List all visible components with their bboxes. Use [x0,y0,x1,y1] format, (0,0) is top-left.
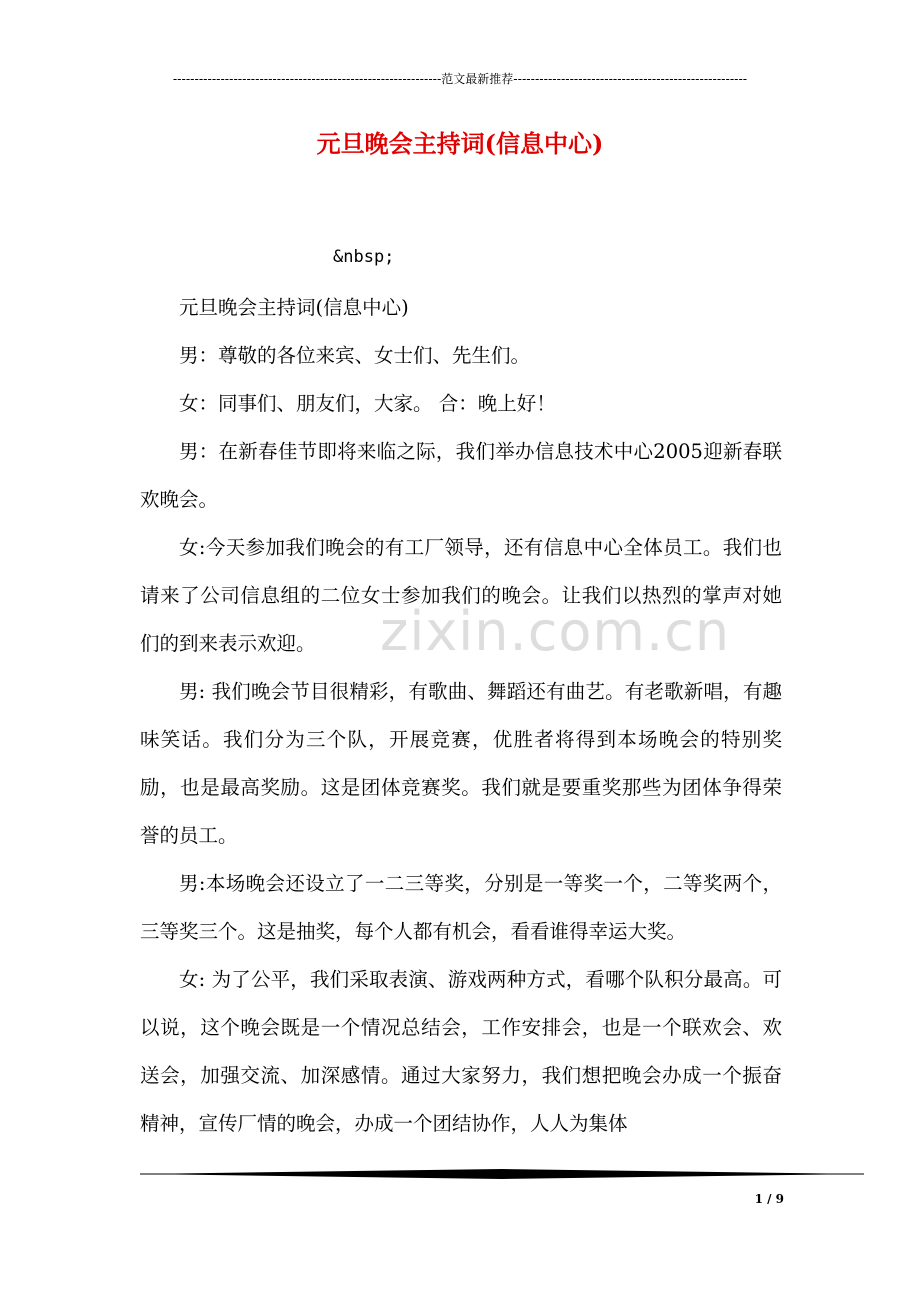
paragraph: 男:本场晚会还设立了一二三等奖，分别是一等奖一个，二等奖两个，三等奖三个。这是抽奖，每个人都有机会，看看谁得幸运大奖。 [140,872,782,943]
page-number: 1 / 9 [754,1192,784,1206]
document-title: 元旦晚会主持词(信息中心) [316,129,604,158]
footer-divider [140,1168,864,1180]
paragraph: 女: 为了公平，我们采取表演、游戏两种方式，看哪个队积分最高。可以说，这个晚会既是一个情况总结会，工作安排会，也是一个联欢会、欢送会，加强交流、加深感情。通过大家努力，我们想把晚会办成一个振奋精神，宣传厂情的晚会，办成一个团结协作，人人为集体 [140,968,782,1135]
paragraph: 男：尊敬的各位来宾、女士们、先生们。 [179,344,531,367]
header-banner: --------------------------------------------------------------范文最新推荐------------------------------------------------------ [172,72,748,86]
nbsp-line: &nbsp; [333,247,395,267]
paragraph: 男: 我们晚会节目很精彩，有歌曲、舞蹈还有曲艺。有老歌新唱，有趣味笑话。我们分为三个队，开展竞赛，优胜者将得到本场晚会的特别奖励，也是最高奖励。这是团体竞赛奖。我们就是要重奖那些为团体争得荣誉的员工。 [140,680,782,847]
watermark: zixin.com.cn [380,600,731,663]
paragraph: 女：同事们、朋友们，大家。 合：晚上好！ [179,392,556,415]
paragraph: 女:今天参加我们晚会的有工厂领导，还有信息中心全体员工。我们也请来了公司信息组的二位女士参加我们的晚会。让我们以热烈的掌声对她们的到来表示欢迎。 [140,536,782,655]
paragraph: 男：在新春佳节即将来临之际，我们举办信息技术中心2005迎新春联欢晚会。 [140,440,782,511]
document-body [140,236,782,1148]
paragraph-subtitle: 元旦晚会主持词(信息中心) [179,296,409,319]
